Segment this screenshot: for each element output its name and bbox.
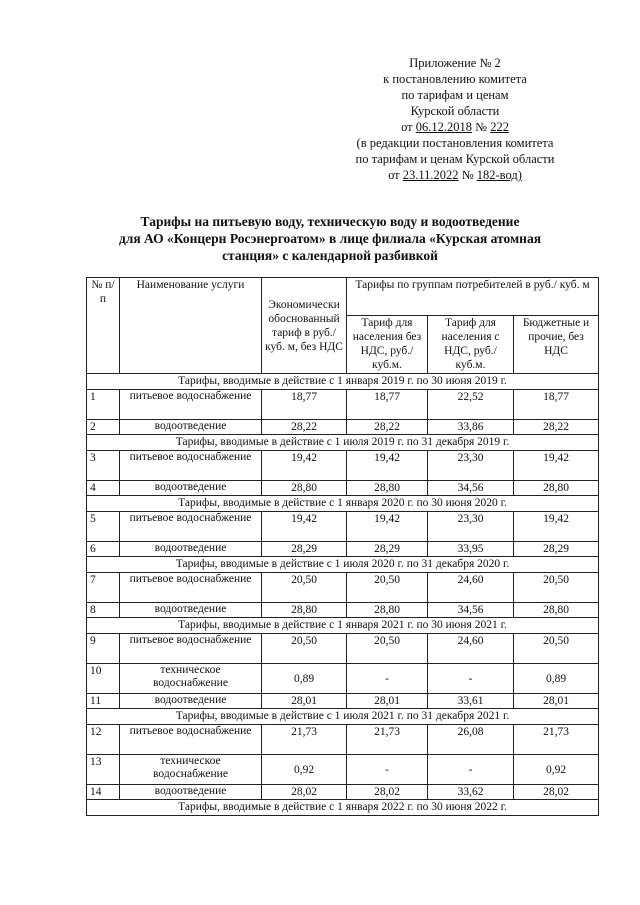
row-number: 11 xyxy=(87,694,120,709)
period-row xyxy=(87,374,599,390)
row-number: 4 xyxy=(87,481,120,496)
population-vat-value: 33,95 xyxy=(428,542,514,557)
annex-line: по тарифам и ценам xyxy=(401,88,509,102)
population-no-vat-value: 20,50 xyxy=(347,573,428,603)
period-title: Тарифы, вводимые в действие с 1 января 2019 г. по 30 июня 2019 г. xyxy=(87,374,599,390)
budget-value: 28,01 xyxy=(514,694,599,709)
table-row xyxy=(87,785,599,800)
annex-text: № xyxy=(458,168,477,182)
service-name: водоотведение xyxy=(120,694,262,709)
budget-value: 28,80 xyxy=(514,481,599,496)
row-number: 8 xyxy=(87,603,120,618)
annex-line: к постановлению комитета xyxy=(383,72,527,86)
table-row xyxy=(87,481,599,496)
annex-line: (в редакции постановления комитета xyxy=(356,136,554,150)
population-vat-value: - xyxy=(428,664,514,694)
budget-value: 28,29 xyxy=(514,542,599,557)
service-name: водоотведение xyxy=(120,603,262,618)
annex-block xyxy=(330,55,580,183)
header-budget: Бюджетные и прочие, без НДС xyxy=(514,316,599,374)
population-vat-value: 23,30 xyxy=(428,451,514,481)
annex-resolution-ref xyxy=(330,119,580,135)
row-number: 13 xyxy=(87,755,120,785)
table-row xyxy=(87,755,599,785)
population-vat-value: 26,08 xyxy=(428,725,514,755)
period-row xyxy=(87,496,599,512)
service-name: водоотведение xyxy=(120,481,262,496)
economic-tariff-value: 0,92 xyxy=(262,755,347,785)
budget-value: 0,89 xyxy=(514,664,599,694)
annex-line: по тарифам и ценам Курской области xyxy=(355,152,555,166)
row-number: 10 xyxy=(87,664,120,694)
header-population-no-vat: Тариф для населения без НДС, руб./ куб.м. xyxy=(347,316,428,374)
service-name: питьевое водоснабжение xyxy=(120,634,262,664)
budget-value: 0,92 xyxy=(514,755,599,785)
row-number: 6 xyxy=(87,542,120,557)
budget-value: 18,77 xyxy=(514,390,599,420)
table-row xyxy=(87,390,599,420)
amendment-number: 182-вод) xyxy=(476,168,522,182)
row-number: 5 xyxy=(87,512,120,542)
annex-amendment-ref xyxy=(330,167,580,183)
population-vat-value: 34,56 xyxy=(428,603,514,618)
population-no-vat-value: 28,29 xyxy=(347,542,428,557)
table-row xyxy=(87,725,599,755)
table-row xyxy=(87,512,599,542)
annex-line: Приложение № 2 xyxy=(409,56,501,70)
economic-tariff-value: 20,50 xyxy=(262,573,347,603)
population-no-vat-value: - xyxy=(347,664,428,694)
period-title: Тарифы, вводимые в действие с 1 июля 2020 г. по 31 декабря 2020 г. xyxy=(87,557,599,573)
header-number: № п/п xyxy=(87,278,120,374)
population-vat-value: 23,30 xyxy=(428,512,514,542)
budget-value: 21,73 xyxy=(514,725,599,755)
title-line: Тарифы на питьевую воду, техническую воду и водоотведение xyxy=(140,214,520,229)
period-row xyxy=(87,557,599,573)
service-name: техническое водоснабжение xyxy=(120,664,262,694)
table-row xyxy=(87,451,599,481)
economic-tariff-value: 19,42 xyxy=(262,451,347,481)
period-row xyxy=(87,709,599,725)
period-title: Тарифы, вводимые в действие с 1 января 2022 г. по 30 июня 2022 г. xyxy=(87,800,599,816)
population-no-vat-value: - xyxy=(347,755,428,785)
period-title: Тарифы, вводимые в действие с 1 января 2021 г. по 30 июня 2021 г. xyxy=(87,618,599,634)
economic-tariff-value: 0,89 xyxy=(262,664,347,694)
period-row xyxy=(87,435,599,451)
service-name: питьевое водоснабжение xyxy=(120,573,262,603)
table-row xyxy=(87,542,599,557)
tariffs-table xyxy=(86,277,599,816)
population-no-vat-value: 28,80 xyxy=(347,603,428,618)
economic-tariff-value: 21,73 xyxy=(262,725,347,755)
population-vat-value: 33,62 xyxy=(428,785,514,800)
service-name: водоотведение xyxy=(120,785,262,800)
title-line: для АО «Концерн Росэнергоатом» в лице филиала «Курская атомная xyxy=(118,231,542,246)
header-service-name: Наименование услуги xyxy=(120,278,262,374)
economic-tariff-value: 18,77 xyxy=(262,390,347,420)
period-row xyxy=(87,800,599,816)
economic-tariff-value: 28,01 xyxy=(262,694,347,709)
budget-value: 28,22 xyxy=(514,420,599,435)
header-consumer-groups: Тарифы по группам потребителей в руб./ куб. м xyxy=(347,278,599,316)
annex-text: от xyxy=(401,120,416,134)
resolution-date: 06.12.2018 xyxy=(415,120,472,134)
annex-line: Курской области xyxy=(410,104,500,118)
population-no-vat-value: 19,42 xyxy=(347,451,428,481)
row-number: 12 xyxy=(87,725,120,755)
document-title xyxy=(80,213,580,264)
period-title: Тарифы, вводимые в действие с 1 января 2020 г. по 30 июня 2020 г. xyxy=(87,496,599,512)
table-row xyxy=(87,603,599,618)
header-economic-tariff: Экономически обоснованный тариф в руб./ куб. м, без НДС xyxy=(262,278,347,374)
service-name: питьевое водоснабжение xyxy=(120,512,262,542)
population-no-vat-value: 21,73 xyxy=(347,725,428,755)
economic-tariff-value: 19,42 xyxy=(262,512,347,542)
budget-value: 28,80 xyxy=(514,603,599,618)
economic-tariff-value: 28,80 xyxy=(262,603,347,618)
economic-tariff-value: 28,29 xyxy=(262,542,347,557)
budget-value: 19,42 xyxy=(514,512,599,542)
table-row xyxy=(87,694,599,709)
population-vat-value: - xyxy=(428,755,514,785)
row-number: 14 xyxy=(87,785,120,800)
budget-value: 20,50 xyxy=(514,634,599,664)
population-vat-value: 34,56 xyxy=(428,481,514,496)
population-vat-value: 24,60 xyxy=(428,634,514,664)
population-no-vat-value: 28,02 xyxy=(347,785,428,800)
resolution-number: 222 xyxy=(490,120,509,134)
period-row xyxy=(87,618,599,634)
population-vat-value: 33,86 xyxy=(428,420,514,435)
row-number: 9 xyxy=(87,634,120,664)
population-vat-value: 24,60 xyxy=(428,573,514,603)
budget-value: 19,42 xyxy=(514,451,599,481)
economic-tariff-value: 28,80 xyxy=(262,481,347,496)
table-row xyxy=(87,573,599,603)
annex-text: от xyxy=(388,168,403,182)
service-name: водоотведение xyxy=(120,420,262,435)
economic-tariff-value: 20,50 xyxy=(262,634,347,664)
table-row xyxy=(87,420,599,435)
population-no-vat-value: 18,77 xyxy=(347,390,428,420)
service-name: техническое водоснабжение xyxy=(120,755,262,785)
header-population-vat: Тариф для населения с НДС, руб./ куб.м. xyxy=(428,316,514,374)
population-no-vat-value: 28,80 xyxy=(347,481,428,496)
population-no-vat-value: 28,01 xyxy=(347,694,428,709)
annex-text: № xyxy=(472,120,491,134)
population-vat-value: 33,61 xyxy=(428,694,514,709)
economic-tariff-value: 28,02 xyxy=(262,785,347,800)
row-number: 7 xyxy=(87,573,120,603)
table-body xyxy=(87,374,599,816)
service-name: питьевое водоснабжение xyxy=(120,390,262,420)
period-title: Тарифы, вводимые в действие с 1 июля 2021 г. по 31 декабря 2021 г. xyxy=(87,709,599,725)
population-no-vat-value: 28,22 xyxy=(347,420,428,435)
budget-value: 20,50 xyxy=(514,573,599,603)
population-no-vat-value: 20,50 xyxy=(347,634,428,664)
row-number: 1 xyxy=(87,390,120,420)
service-name: водоотведение xyxy=(120,542,262,557)
table-row xyxy=(87,664,599,694)
economic-tariff-value: 28,22 xyxy=(262,420,347,435)
row-number: 3 xyxy=(87,451,120,481)
row-number: 2 xyxy=(87,420,120,435)
title-line: станция» с календарной разбивкой xyxy=(222,248,438,263)
period-title: Тарифы, вводимые в действие с 1 июля 2019 г. по 31 декабря 2019 г. xyxy=(87,435,599,451)
service-name: питьевое водоснабжение xyxy=(120,451,262,481)
table-row xyxy=(87,634,599,664)
amendment-date: 23.11.2022 xyxy=(402,168,459,182)
budget-value: 28,02 xyxy=(514,785,599,800)
population-vat-value: 22,52 xyxy=(428,390,514,420)
service-name: питьевое водоснабжение xyxy=(120,725,262,755)
population-no-vat-value: 19,42 xyxy=(347,512,428,542)
